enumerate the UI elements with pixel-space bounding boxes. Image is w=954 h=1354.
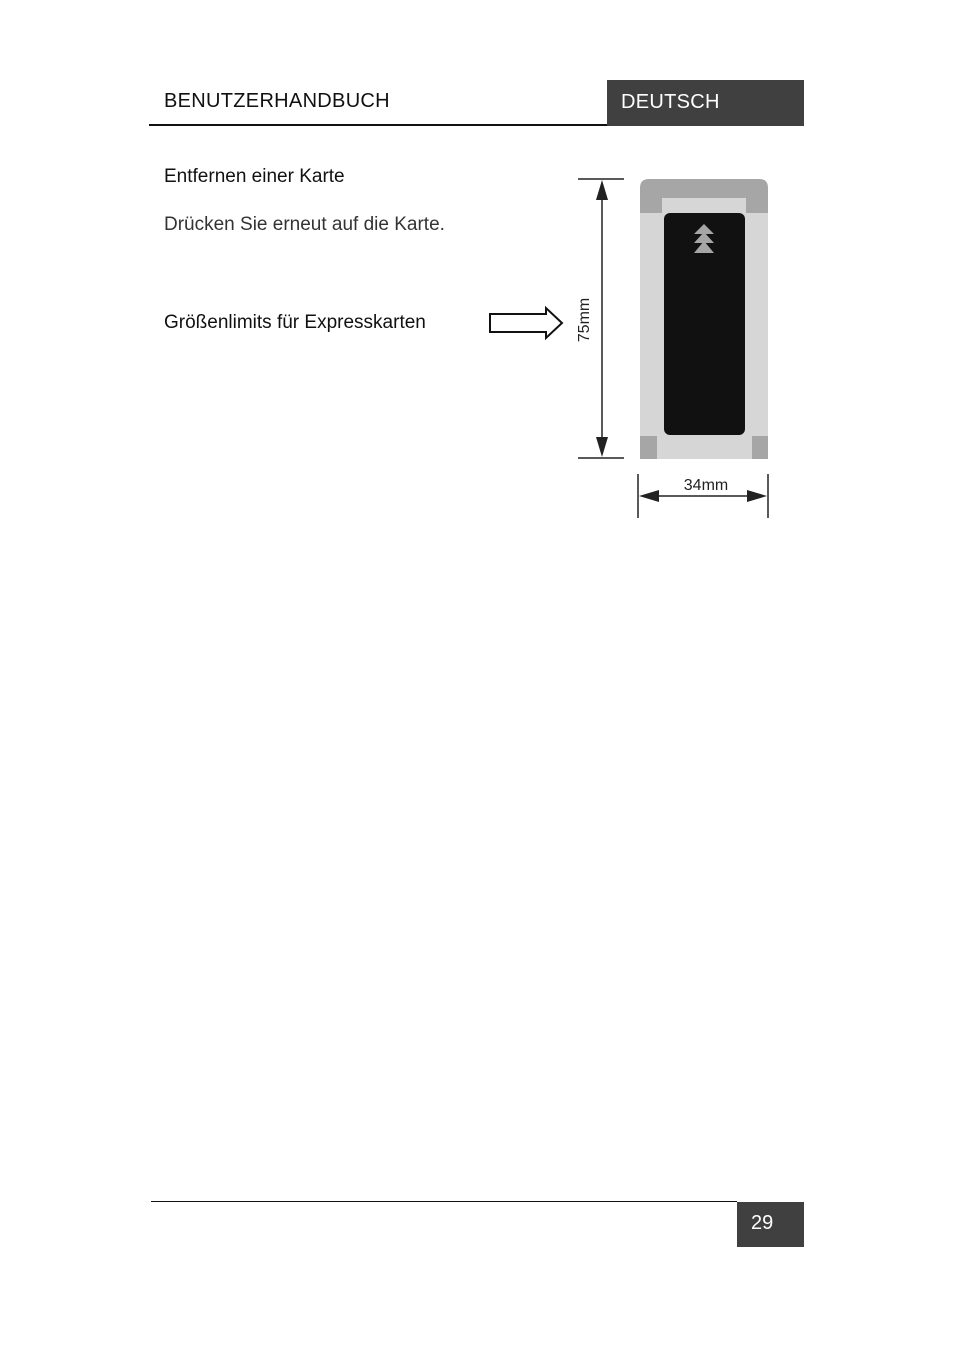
- page-number: 29: [737, 1202, 804, 1247]
- width-dimension: [638, 474, 768, 518]
- instruction-text: Drücken Sie erneut auf die Karte.: [164, 214, 445, 235]
- section-heading: Entfernen einer Karte: [164, 166, 345, 187]
- footer-rule: [151, 1201, 737, 1202]
- expresscard-dimension-diagram: [486, 170, 786, 525]
- header-rule: [149, 124, 607, 126]
- width-label: 34mm: [683, 477, 729, 494]
- size-limits-heading: Größenlimits für Expresskarten: [164, 312, 426, 333]
- expresscard-outline: [640, 179, 768, 459]
- height-dimension: [576, 179, 624, 458]
- height-label: 75mm: [576, 297, 593, 343]
- pointer-arrow-icon: [490, 308, 562, 338]
- header-language-tab: DEUTSCH: [607, 80, 804, 126]
- header-title: BENUTZERHANDBUCH: [164, 90, 390, 112]
